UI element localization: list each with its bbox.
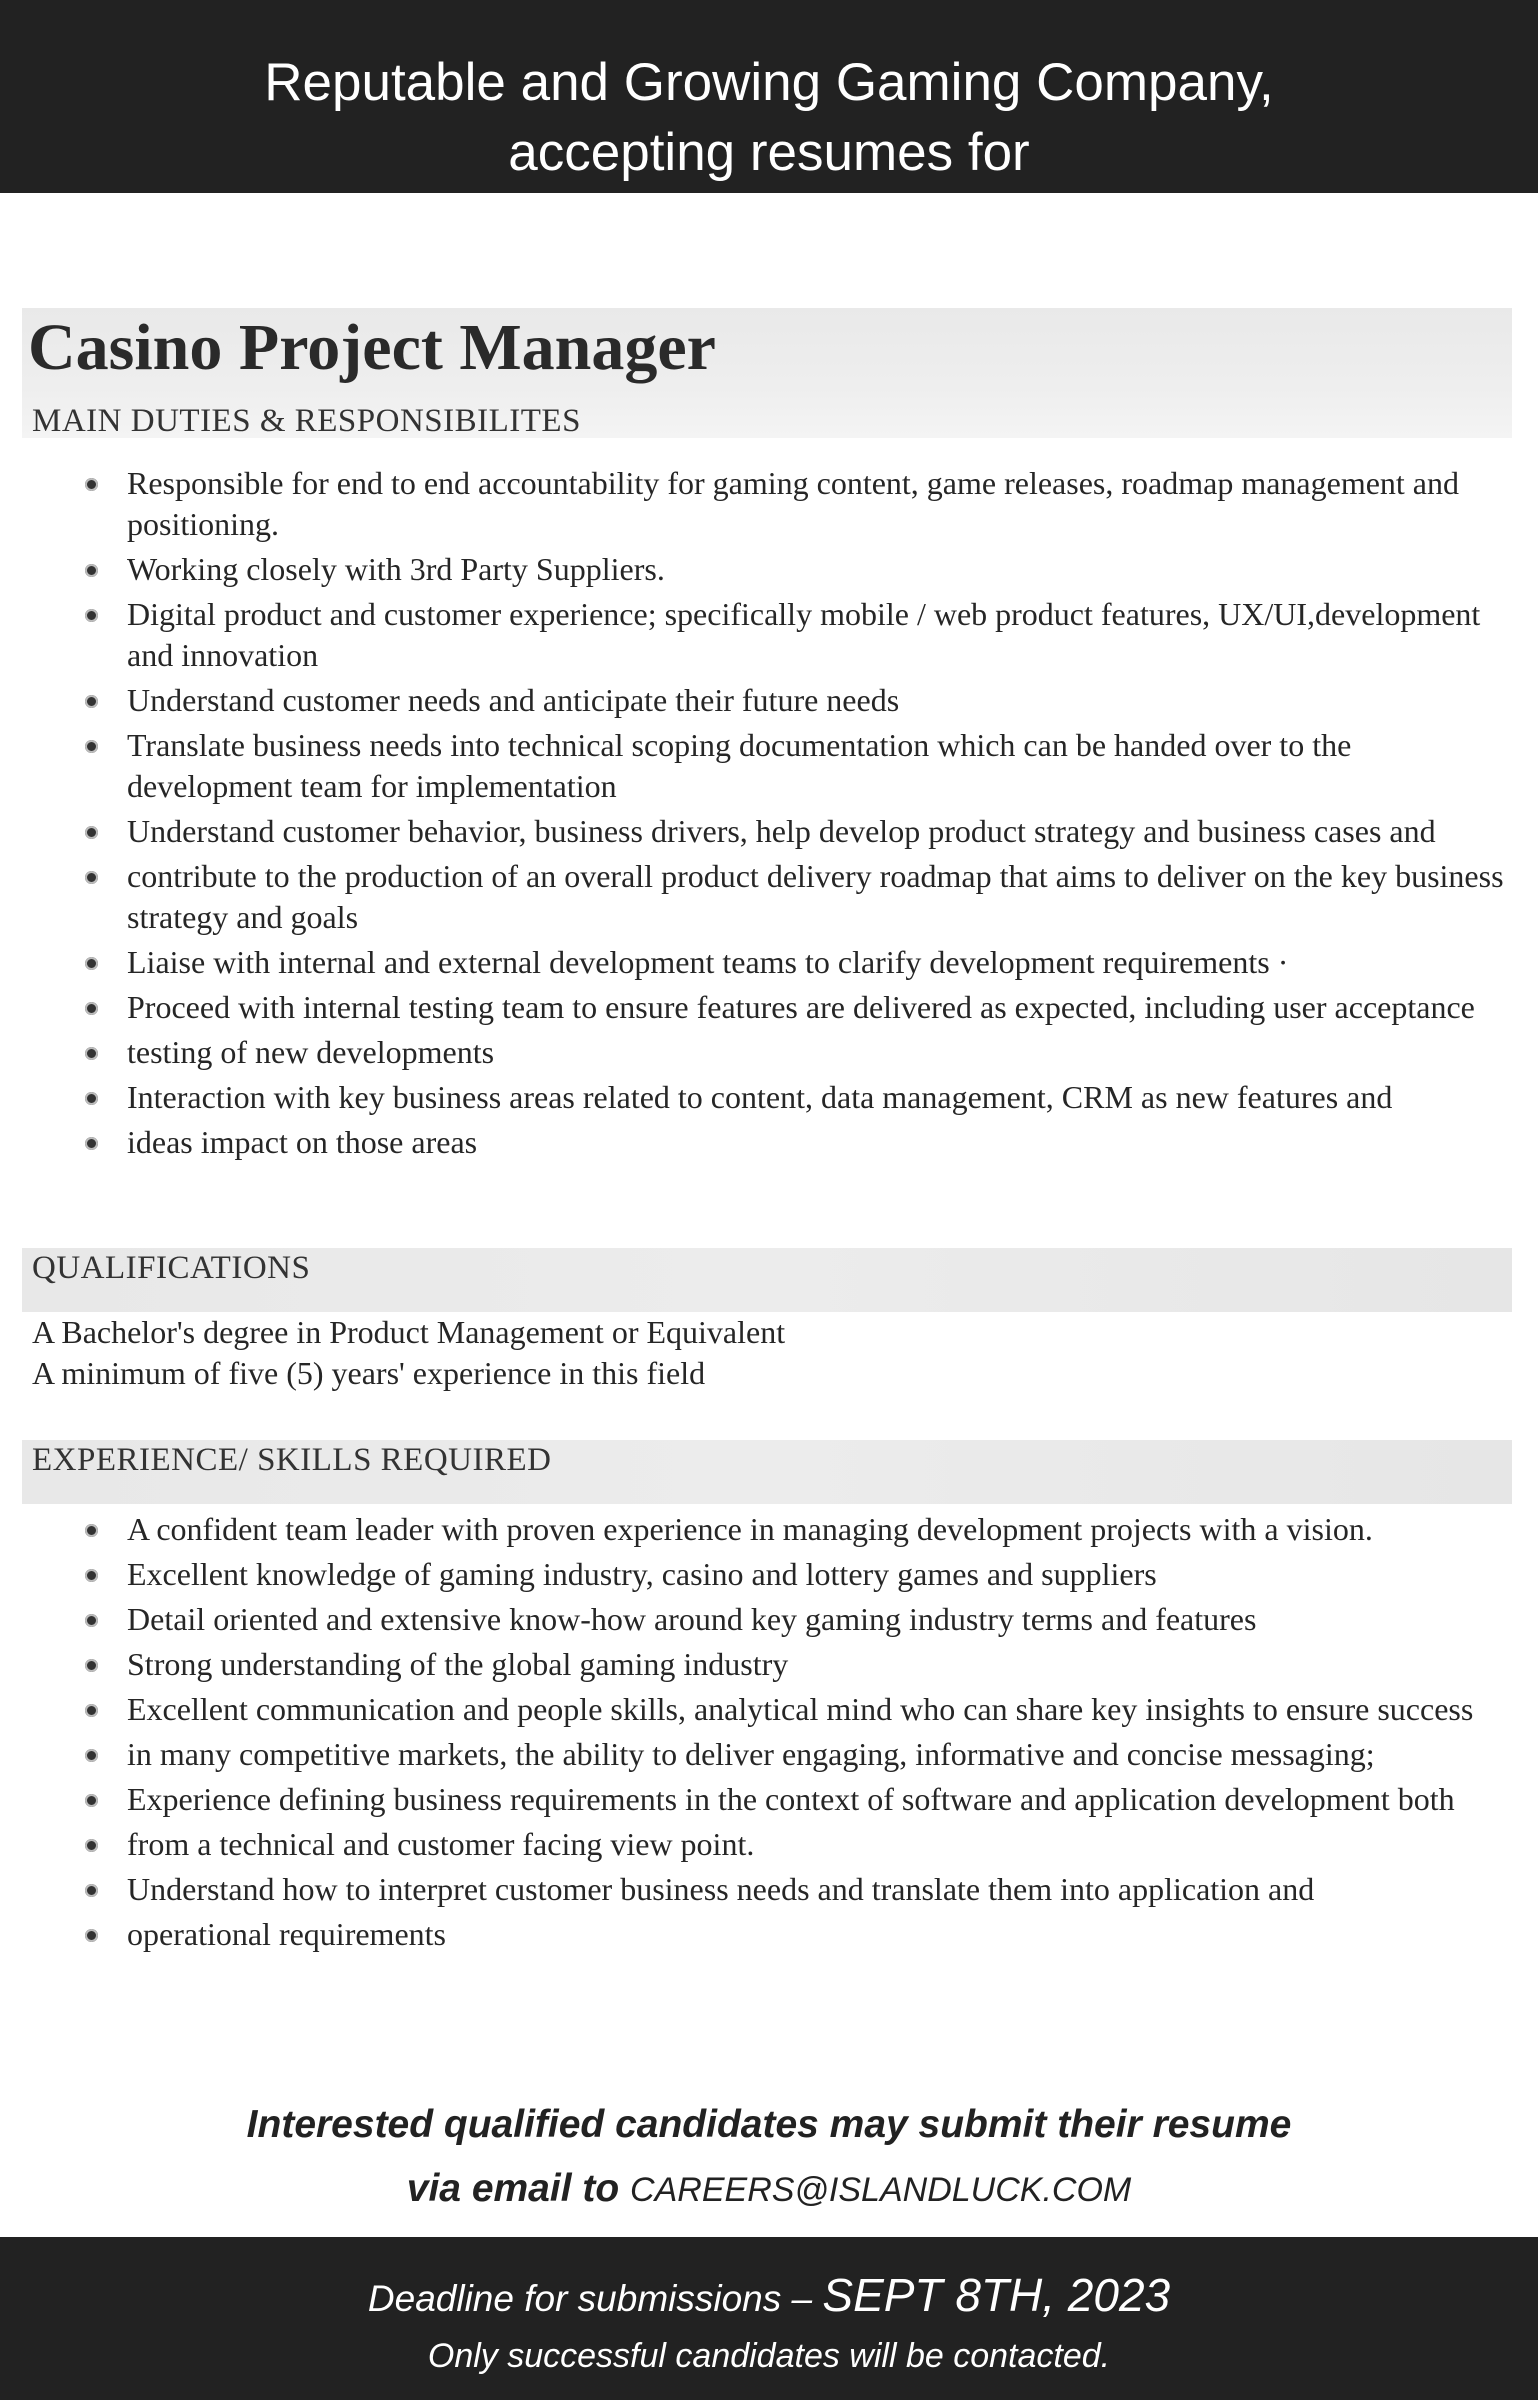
skills-list — [85, 1509, 1505, 1959]
qualifications-list — [32, 1312, 785, 1394]
list-item: Understand customer behavior, business drivers, help develop product strategy and business cases and — [85, 811, 1505, 852]
list-item: Excellent knowledge of gaming industry, casino and lottery games and suppliers — [85, 1554, 1505, 1595]
deadline-line — [0, 2268, 1538, 2322]
bullet-icon — [85, 695, 98, 708]
bullet-icon — [85, 478, 98, 491]
list-item: Digital product and customer experience; specifically mobile / web product features, UX/UI,development and innovation — [85, 594, 1505, 676]
bullet-icon — [85, 1794, 98, 1807]
contact-note: Only successful candidates will be contacted. — [427, 2337, 1111, 2375]
duties-list — [85, 463, 1505, 1167]
header-line-1: Reputable and Growing Gaming Company, — [264, 53, 1274, 112]
cta-line-1: Interested qualified candidates may submit their resume — [246, 2103, 1292, 2146]
header-banner — [0, 0, 1538, 193]
list-item: Detail oriented and extensive know-how around key gaming industry terms and features — [85, 1599, 1505, 1640]
header-line-2: accepting resumes for — [508, 123, 1030, 182]
list-item: Proceed with internal testing team to ensure features are delivered as expected, including user acceptance — [85, 987, 1505, 1028]
list-item: from a technical and customer facing view point. — [85, 1824, 1505, 1865]
bullet-icon — [85, 1659, 98, 1672]
list-item: Strong understanding of the global gaming industry — [85, 1644, 1505, 1685]
list-item: in many competitive markets, the ability to deliver engaging, informative and concise messaging; — [85, 1734, 1505, 1775]
list-item: Liaise with internal and external development teams to clarify development requirements · — [85, 942, 1505, 983]
bullet-icon — [85, 1929, 98, 1942]
list-item: operational requirements — [85, 1914, 1505, 1955]
list-item: Responsible for end to end accountability for gaming content, game releases, roadmap management and positioning. — [85, 463, 1505, 545]
bullet-icon — [85, 826, 98, 839]
list-item: Working closely with 3rd Party Suppliers. — [85, 549, 1505, 590]
qualifications-heading: QUALIFICATIONS — [32, 1250, 311, 1286]
bullet-icon — [85, 1839, 98, 1852]
bullet-icon — [85, 1524, 98, 1537]
bullet-icon — [85, 609, 98, 622]
bullet-icon — [85, 1047, 98, 1060]
list-item: A confident team leader with proven experience in managing development projects with a vision. — [85, 1509, 1505, 1550]
list-item: Experience defining business requirements in the context of software and application development both — [85, 1779, 1505, 1820]
qualification-item: A minimum of five (5) years' experience in this field — [32, 1355, 706, 1391]
list-item: Understand how to interpret customer business needs and translate them into application and — [85, 1869, 1505, 1910]
bullet-icon — [85, 1569, 98, 1582]
bullet-icon — [85, 1704, 98, 1717]
bullet-icon — [85, 1002, 98, 1015]
list-item: Understand customer needs and anticipate their future needs — [85, 680, 1505, 721]
bullet-icon — [85, 1884, 98, 1897]
skills-heading: EXPERIENCE/ SKILLS REQUIRED — [32, 1442, 552, 1478]
bullet-icon — [85, 871, 98, 884]
job-title: Casino Project Manager — [28, 311, 716, 384]
list-item: testing of new developments — [85, 1032, 1505, 1073]
bullet-icon — [85, 957, 98, 970]
list-item: Excellent communication and people skills, analytical mind who can share key insights to ensure success — [85, 1689, 1505, 1730]
bullet-icon — [85, 1749, 98, 1762]
deadline-label: Deadline for submissions – — [367, 2278, 813, 2319]
deadline-date: SEPT 8TH, 2023 — [822, 2269, 1171, 2321]
bullet-icon — [85, 1614, 98, 1627]
list-item: ideas impact on those areas — [85, 1122, 1505, 1163]
footer-banner — [0, 2237, 1538, 2400]
qualification-item: A Bachelor's degree in Product Management or Equivalent — [32, 1314, 786, 1350]
bullet-icon — [85, 740, 98, 753]
cta-line-2 — [0, 2167, 1538, 2211]
bullet-icon — [85, 564, 98, 577]
list-item: contribute to the production of an overall product delivery roadmap that aims to deliver on the key business strategy and goals — [85, 856, 1505, 938]
list-item: Interaction with key business areas related to content, data management, CRM as new features and — [85, 1077, 1505, 1118]
email-link[interactable]: CAREERS@ISLANDLUCK.COM — [630, 2171, 1132, 2209]
duties-heading: MAIN DUTIES & RESPONSIBILITES — [32, 403, 581, 439]
list-item: Translate business needs into technical scoping documentation which can be handed over to the development team for implementation — [85, 725, 1505, 807]
bullet-icon — [85, 1137, 98, 1150]
bullet-icon — [85, 1092, 98, 1105]
cta-lead: via email to — [406, 2167, 620, 2210]
